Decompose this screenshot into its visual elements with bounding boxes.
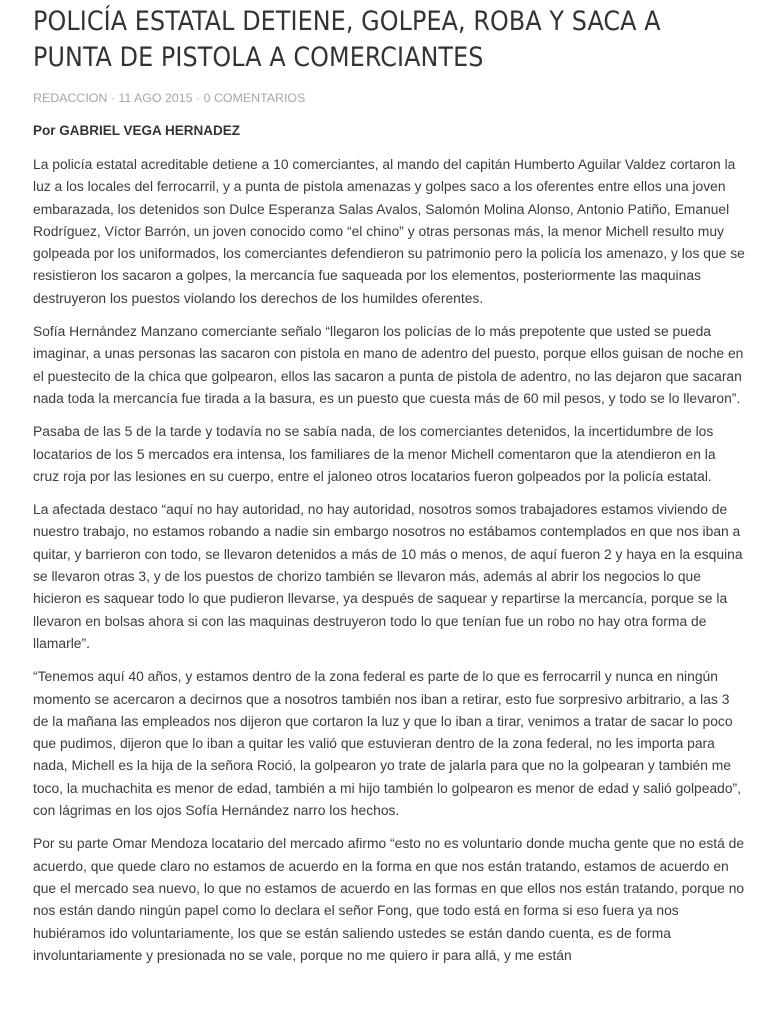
article-title: POLICÍA ESTATAL DETIENE, GOLPEA, ROBA Y SACA A PUNTA DE PISTOLA A COMERCIANTES [33,6,661,73]
article-paragraph: Pasaba de las 5 de la tarde y todavía no se sabía nada, de los comerciantes detenidos, la incertidumbre de los locatarios de los 5 mercados era intensa, los familiares de la menor Michell comentaron que la atendieron en la cruz roja por las lesiones en su cuerpo, entre el jaloneo otros locatarios fueron golpeados por la policía estatal. [33,423,716,484]
author-tag-link[interactable]: REDACCION [33,91,108,105]
article-paragraph: Por su parte Omar Mendoza locatario del mercado afirmo “esto no es voluntario donde mucha gente que no está de acuerdo, que quede claro no estamos de acuerdo en la forma en que nos están tratando, estamos de acuerdo en que el mercado sea nuevo, lo que no estamos de acuerdo en las formas en que ellos nos están tratando, porque no nos están dando ningún papel como lo declara el señor Fong, que todo está en forma si eso fuera ya nos hubiéramos ido voluntariamente, los que se están saliendo ustedes se están dando cuenta, es de forma involuntariamente y presionada no se vale, porque no me quiero ir para allá, y me están [33,835,745,963]
article [33,0,745,966]
article-paragraph: La afectada destaco “aquí no hay autoridad, no hay autoridad, nosotros somos trabajadores estamos viviendo de nuestro trabajo, no estamos robando a nadie sin embargo nosotros no estábamos contemplados en que nos iban a quitar, y barrieron con todo, se llevaron detenidos a más de 10 más o menos, de aquí fueron 2 y haya en la esquina se llevaron otras 3, y de los puestos de chorizo también se llevaron más, además al abrir los negocios lo que hicieron es saquear todo lo que pudieron llevarse, ya después de saquear y repartirse la mercancía, porque se la llevaron en bolsas ahora si con las maquinas destruyeron todo lo que tenían fue un robo no hay otra forma de llamarle”. [33,501,743,651]
publish-date: 11 AGO 2015 [118,91,193,105]
article-paragraph: La policía estatal acreditable detiene a 10 comerciantes, al mando del capitán Humberto Aguilar Valdez cortaron la luz a los locales del ferrocarril, y a punta de pistola amenazas y golpes saco a los oferentes entre ellos una joven embarazada, los detenidos son Dulce Esperanza Salas Avalos, Salomón Molina Alonso, Antonio Patiño, Emanuel Rodríguez, Víctor Barrón, un joven conocido como “el chino” y otras personas más, la menor Michell resulto muy golpeada por los uniformados, los comerciantes defendieron su patrimonio pero la policía los amenazo, y los que se resistieron los sacaron a golpes, la mercancía fue saqueada por los elementos, posteriormente las maquinas destruyeron los puestos violando los derechos de los humildes oferentes. [33,156,745,306]
article-meta [33,90,745,106]
article-paragraph: Sofía Hernández Manzano comerciante señalo “llegaron los policías de lo más prepotente que usted se pueda imaginar, a unas personas las sacaron con pistola en mano de adentro del puesto, porque ellos guisan de noche en el puestecito de la chica que golpearon, ellos las sacaron a punta de pistola de adentro, no las dejaron que sacaran nada toda la mercancía fue tirada a la basura, es un puesto que cuesta más de 60 mil pesos, y todo se lo llevaron”. [33,323,744,406]
meta-separator: · [110,91,115,105]
comments-link[interactable]: 0 COMENTARIOS [203,91,306,105]
article-paragraph: “Tenemos aquí 40 años, y estamos dentro de la zona federal es parte de lo que es ferrocarril y nunca en ningún momento se acercaron a decirnos que a nosotros también nos iban a retirar, esto fue sorpresivo arbitrario, a las 3 de la mañana las empleados nos dijeron que cortaron la luz y que lo iban a tirar, venimos a tratar de sacar lo poco que pudimos, dijeron que lo iban a quitar les valió que estuvieran dentro de la zona federal, no les importa para nada, Michell es la hija de la señora Roció, la golpearon yo trate de jalarla para que no la golpearan y también me toco, la muchachita es menor de edad, también a mi hijo también lo golpearon es menor de edad y salió golpeado”, con lágrimas en los ojos Sofía Hernández narro los hechos. [33,668,741,819]
article-byline: Por GABRIEL VEGA HERNADEZ [33,123,241,138]
meta-separator: · [196,91,201,105]
